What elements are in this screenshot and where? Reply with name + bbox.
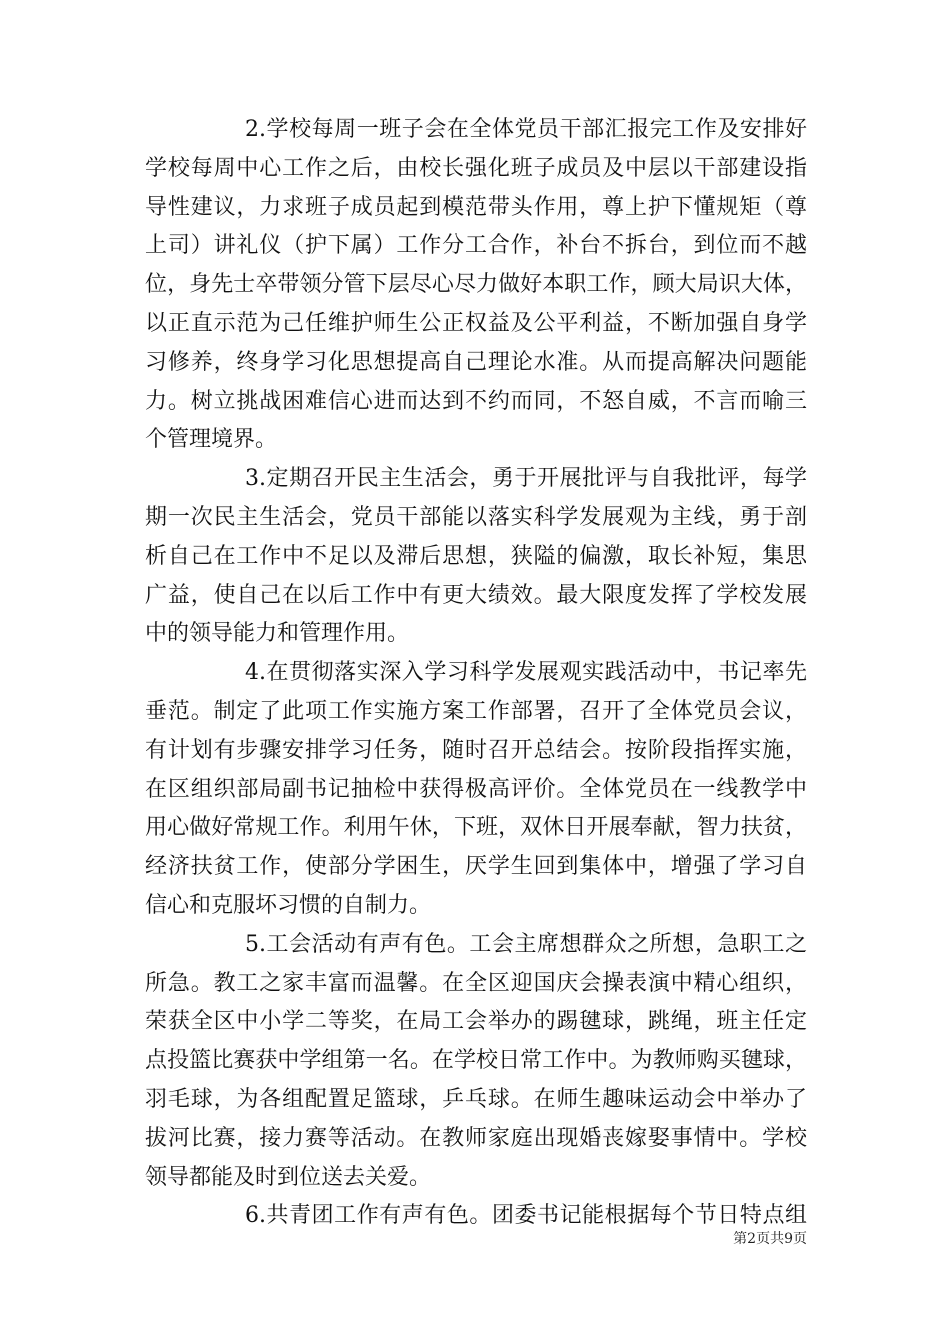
- text-line: 用心做好常规工作。利用午休，下班，双休日开展奉献，智力扶贫，: [145, 815, 807, 841]
- text-line: 2.学校每周一班子会在全体党员干部汇报完工作及安排好: [245, 117, 807, 142]
- text-line: 信心和克服坏习惯的自制力。: [145, 892, 432, 918]
- text-line: 习修养，终身学习化思想提高自己理论水准。从而提高解决问题能: [145, 349, 807, 375]
- text-line: 垂范。制定了此项工作实施方案工作部署，召开了全体党员会议，: [145, 698, 807, 724]
- text-line: 羽毛球，为各组配置足篮球，乒乓球。在师生趣味运动会中举办了: [145, 1086, 807, 1112]
- text-line: 有计划有步骤安排学习任务，随时召开总结会。按阶段指挥实施，: [145, 737, 807, 763]
- text-line: 拔河比赛，接力赛等活动。在教师家庭出现婚丧嫁娶事情中。学校: [145, 1125, 807, 1151]
- text-line: 导性建议，力求班子成员起到模范带头作用，尊上护下懂规矩（尊: [145, 194, 807, 220]
- text-line: 以正直示范为己任维护师生公正权益及公平利益，不断加强自身学: [145, 310, 807, 336]
- text-line: 4.在贯彻落实深入学习科学发展观实践活动中，书记率先: [245, 660, 807, 686]
- text-line: 个管理境界。: [145, 427, 278, 453]
- paragraph: [145, 654, 807, 926]
- text-line: 力。树立挑战困难信心进而达到不约而同，不怒自威，不言而喻三: [145, 388, 807, 414]
- text-line: 3.定期召开民主生活会，勇于开展批评与自我批评，每学: [245, 466, 807, 492]
- text-line: 期一次民主生活会，党员干部能以落实科学发展观为主线，勇于剖: [145, 504, 807, 530]
- paragraph: [145, 111, 807, 460]
- text-line: 析自己在工作中不足以及滞后思想，狭隘的偏激，取长补短，集思: [145, 543, 807, 569]
- paragraph: [145, 926, 807, 1198]
- document-body: [145, 111, 807, 1236]
- paragraph: [145, 460, 807, 654]
- text-line: 中的领导能力和管理作用。: [145, 621, 410, 647]
- text-line: 经济扶贫工作，使部分学困生，厌学生回到集体中，增强了学习自: [145, 854, 807, 880]
- text-line: 学校每周中心工作之后，由校长强化班子成员及中层以干部建设指: [145, 155, 807, 181]
- text-line: 点投篮比赛获中学组第一名。在学校日常工作中。为教师购买毽球，: [145, 1048, 807, 1074]
- text-line: 6.共青团工作有声有色。团委书记能根据每个节日特点组: [245, 1203, 807, 1229]
- text-line: 5.工会活动有声有色。工会主席想群众之所想，急职工之: [245, 931, 807, 957]
- text-line: 所急。教工之家丰富而温馨。在全区迎国庆会操表演中精心组织，: [145, 970, 807, 996]
- text-line: 荣获全区中小学二等奖，在局工会举办的踢毽球，跳绳，班主任定: [145, 1009, 807, 1035]
- text-line: 广益，使自己在以后工作中有更大绩效。最大限度发挥了学校发展: [145, 582, 807, 608]
- text-line: 领导都能及时到位送去关爱。: [145, 1164, 432, 1190]
- text-line: 上司）讲礼仪（护下属）工作分工合作，补台不拆台，到位而不越: [145, 233, 807, 259]
- text-line: 在区组织部局副书记抽检中获得极高评价。全体党员在一线教学中: [145, 776, 807, 802]
- text-line: 位，身先士卒带领分管下层尽心尽力做好本职工作，顾大局识大体，: [145, 272, 807, 298]
- page-number: 第2页共9页: [733, 1231, 807, 1247]
